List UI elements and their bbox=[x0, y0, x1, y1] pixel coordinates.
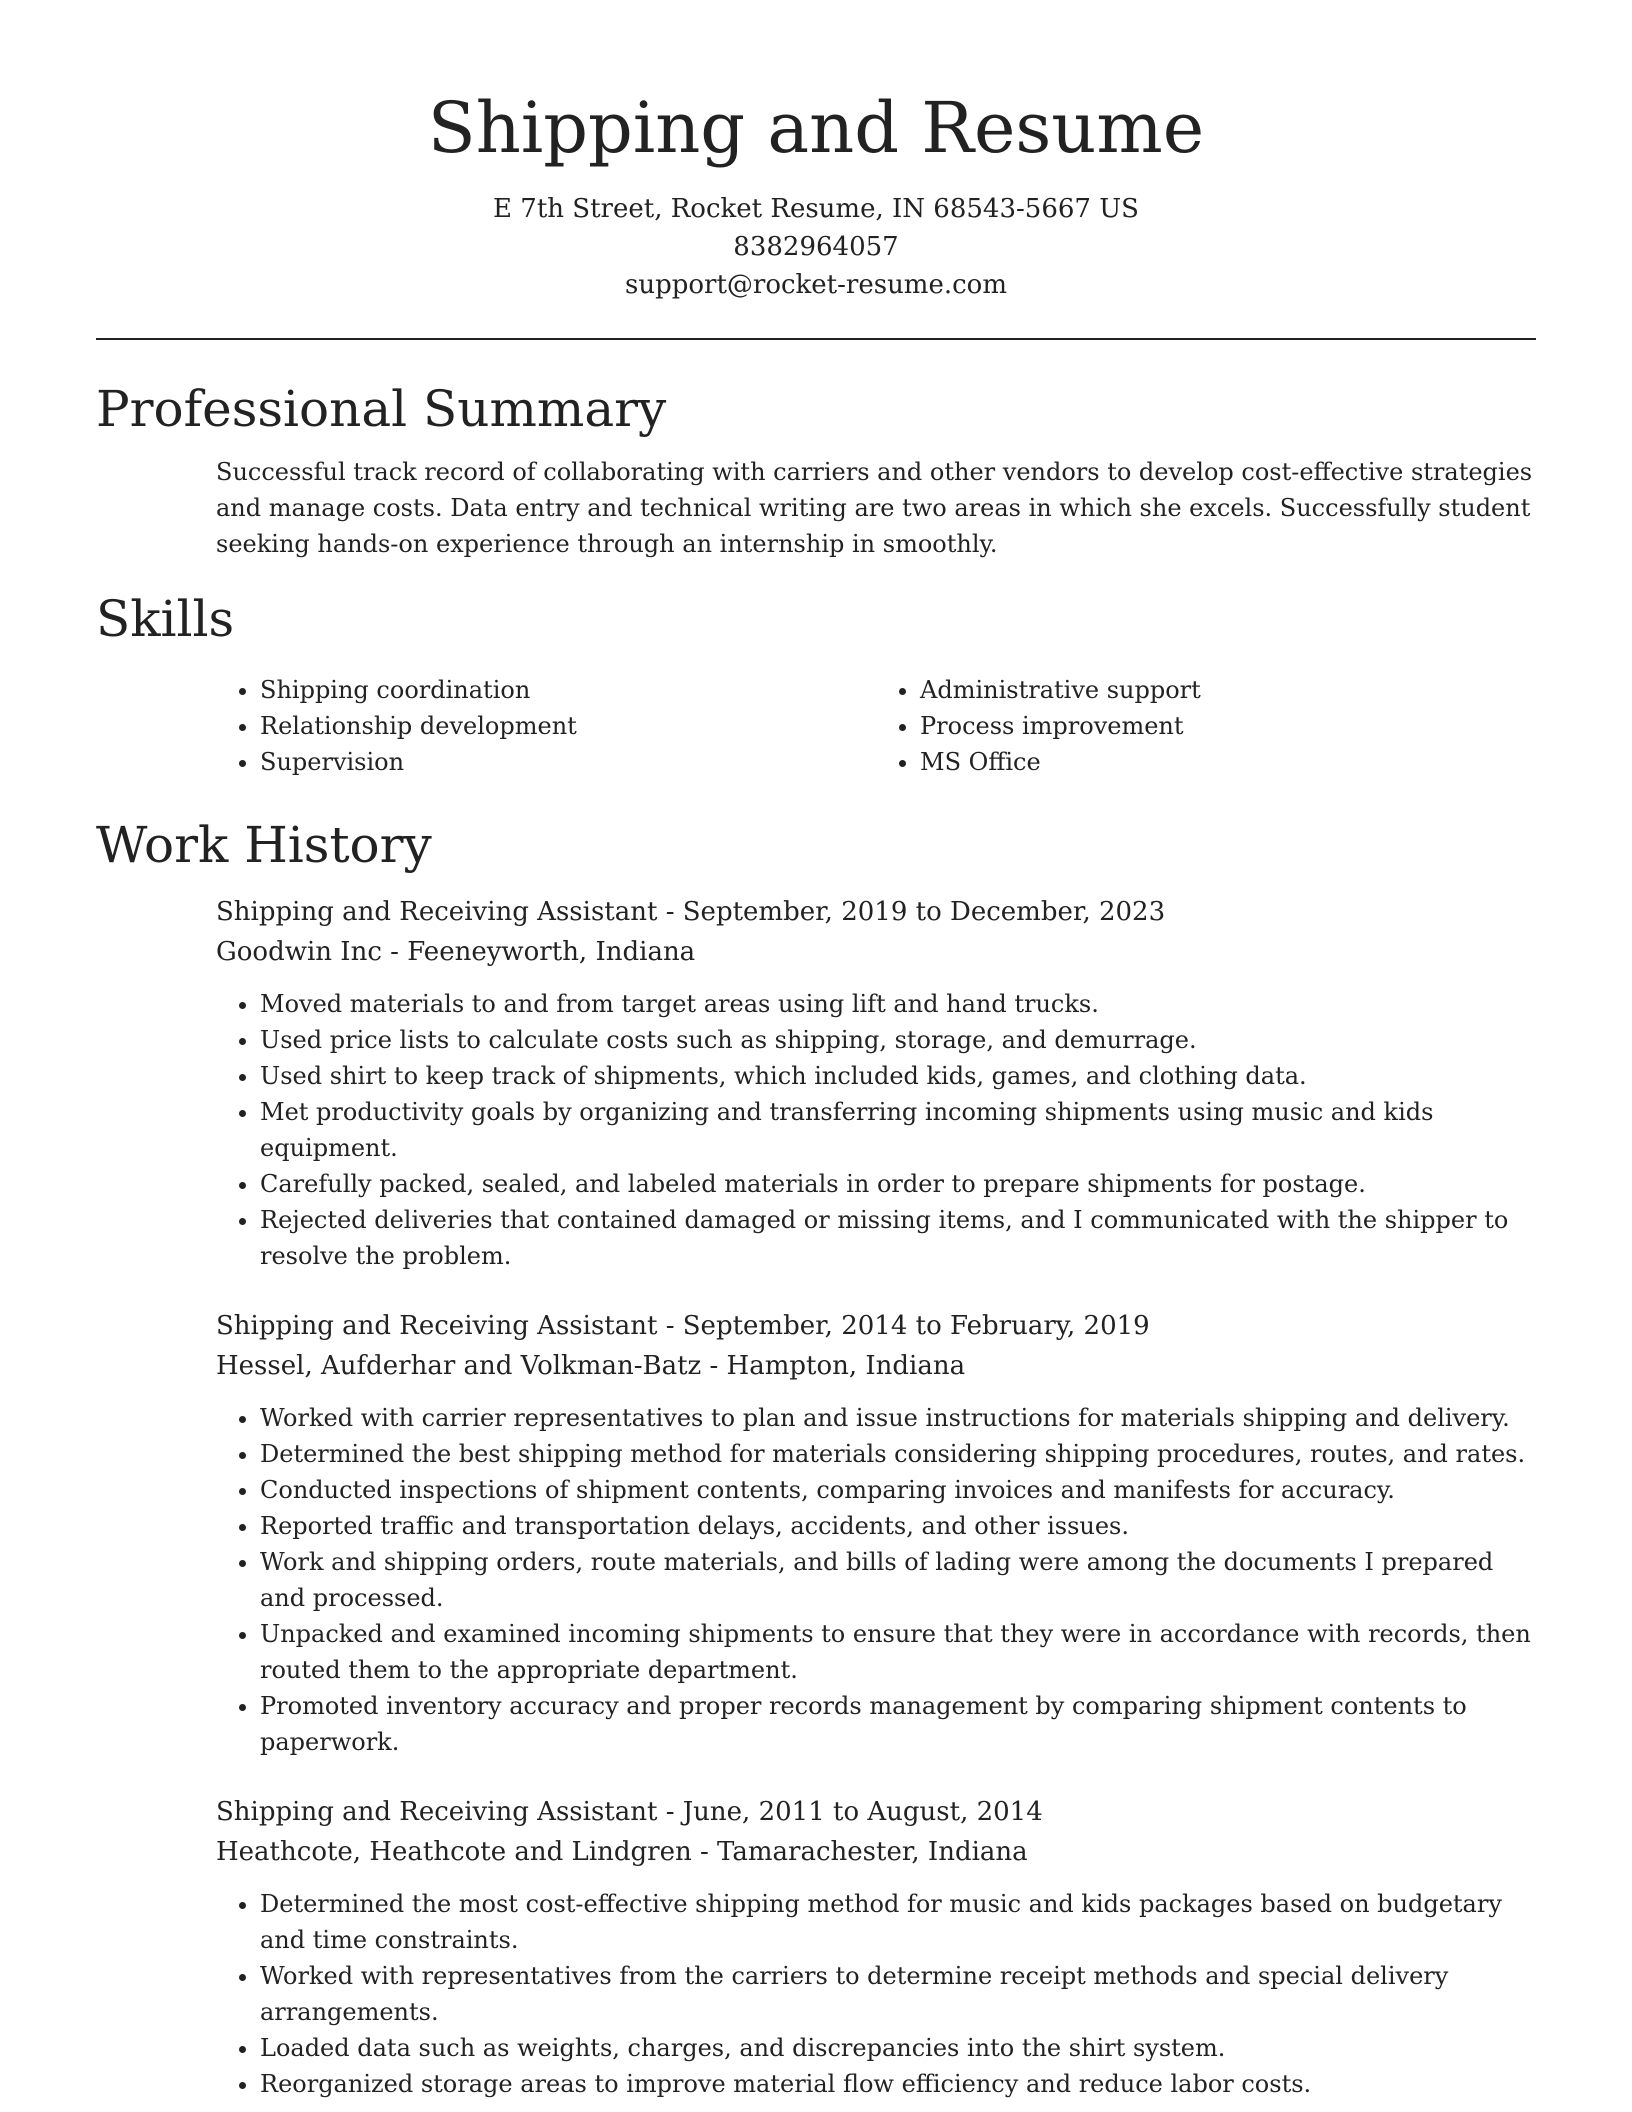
job-title: Shipping and Receiving Assistant - September, 2019 to December, 2023 bbox=[216, 897, 1166, 927]
job-bullet: • Promoted inventory accuracy and proper records management by comparing shipment contents to paperwork. bbox=[260, 1688, 1536, 1760]
job-bullet: • Determined the most cost-effective shipping method for music and kids packages based on budgetary and time constraints. bbox=[260, 1886, 1536, 1958]
job-entry bbox=[216, 1792, 1536, 2102]
skills-column-left bbox=[216, 672, 876, 780]
resume-header bbox=[96, 0, 1536, 304]
address: E 7th Street, Rocket Resume, IN 68543-5667 US bbox=[493, 194, 1139, 224]
skills-list bbox=[216, 672, 1536, 780]
job-bullet: • Moved materials to and from target areas using lift and hand trucks. bbox=[260, 986, 1536, 1022]
job-entry bbox=[216, 1306, 1536, 1760]
job-bullet: • Used shirt to keep track of shipments, which included kids, games, and clothing data. bbox=[260, 1058, 1536, 1094]
job-bullets bbox=[216, 1400, 1536, 1760]
job-bullet: • Unpacked and examined incoming shipments to ensure that they were in accordance with records, then routed them to the appropriate department. bbox=[260, 1616, 1536, 1688]
skills-section bbox=[96, 588, 1536, 780]
job-entry bbox=[216, 892, 1536, 1274]
job-bullet: • Loaded data such as weights, charges, and discrepancies into the shirt system. bbox=[260, 2030, 1536, 2066]
header-divider bbox=[96, 338, 1536, 340]
job-title: Shipping and Receiving Assistant - June, 2011 to August, 2014 bbox=[216, 1797, 1043, 1827]
summary-heading: Professional Summary bbox=[96, 380, 667, 438]
job-company: Goodwin Inc - Feeneyworth, Indiana bbox=[216, 937, 696, 967]
job-bullet: • Met productivity goals by organizing and transferring incoming shipments using music and kids equipment. bbox=[260, 1094, 1536, 1166]
phone: 8382964057 bbox=[733, 232, 899, 262]
job-company: Heathcote, Heathcote and Lindgren - Tamarachester, Indiana bbox=[216, 1837, 1028, 1867]
job-bullets bbox=[216, 986, 1536, 1274]
skill-item: • Supervision bbox=[260, 744, 876, 780]
skills-column-right bbox=[876, 672, 1536, 780]
skill-item: • Process improvement bbox=[920, 708, 1536, 744]
skill-item: • Relationship development bbox=[260, 708, 876, 744]
job-bullet: • Carefully packed, sealed, and labeled materials in order to prepare shipments for postage. bbox=[260, 1166, 1536, 1202]
job-bullet: • Conducted inspections of shipment contents, comparing invoices and manifests for accuracy. bbox=[260, 1472, 1536, 1508]
skill-item: • Administrative support bbox=[920, 672, 1536, 708]
candidate-name: Shipping and Resume bbox=[427, 87, 1205, 169]
job-bullet: • Worked with carrier representatives to plan and issue instructions for materials shipping and delivery. bbox=[260, 1400, 1536, 1436]
skill-item: • MS Office bbox=[920, 744, 1536, 780]
job-bullet: • Rejected deliveries that contained damaged or missing items, and I communicated with the shipper to resolve the problem. bbox=[260, 1202, 1536, 1274]
skills-heading: Skills bbox=[96, 590, 235, 648]
skill-item: • Shipping coordination bbox=[260, 672, 876, 708]
work-history-section bbox=[96, 814, 1536, 2102]
email: support@rocket-resume.com bbox=[624, 270, 1007, 300]
job-bullet: • Reported traffic and transportation delays, accidents, and other issues. bbox=[260, 1508, 1536, 1544]
job-bullet: • Worked with representatives from the carriers to determine receipt methods and special delivery arrangements. bbox=[260, 1958, 1536, 2030]
job-bullets bbox=[216, 1886, 1536, 2102]
work-history-heading: Work History bbox=[96, 816, 432, 874]
job-title: Shipping and Receiving Assistant - September, 2014 to February, 2019 bbox=[216, 1311, 1150, 1341]
resume-page bbox=[96, 0, 1536, 2102]
job-bullet: • Work and shipping orders, route materials, and bills of lading were among the documents I prepared and processed. bbox=[260, 1544, 1536, 1616]
job-bullet: • Determined the best shipping method for materials considering shipping procedures, routes, and rates. bbox=[260, 1436, 1536, 1472]
job-bullet: • Reorganized storage areas to improve material flow efficiency and reduce labor costs. bbox=[260, 2066, 1536, 2102]
job-company: Hessel, Aufderhar and Volkman-Batz - Hampton, Indiana bbox=[216, 1351, 966, 1381]
job-bullet: • Used price lists to calculate costs such as shipping, storage, and demurrage. bbox=[260, 1022, 1536, 1058]
summary-text: Successful track record of collaborating with carriers and other vendors to develop cost-effective strategies and manage costs. Data entry and technical writing are two areas in which she excels. Successfully student seeking hands-on experience through an internship in smoothly. bbox=[216, 458, 1533, 558]
summary-section bbox=[96, 378, 1536, 562]
